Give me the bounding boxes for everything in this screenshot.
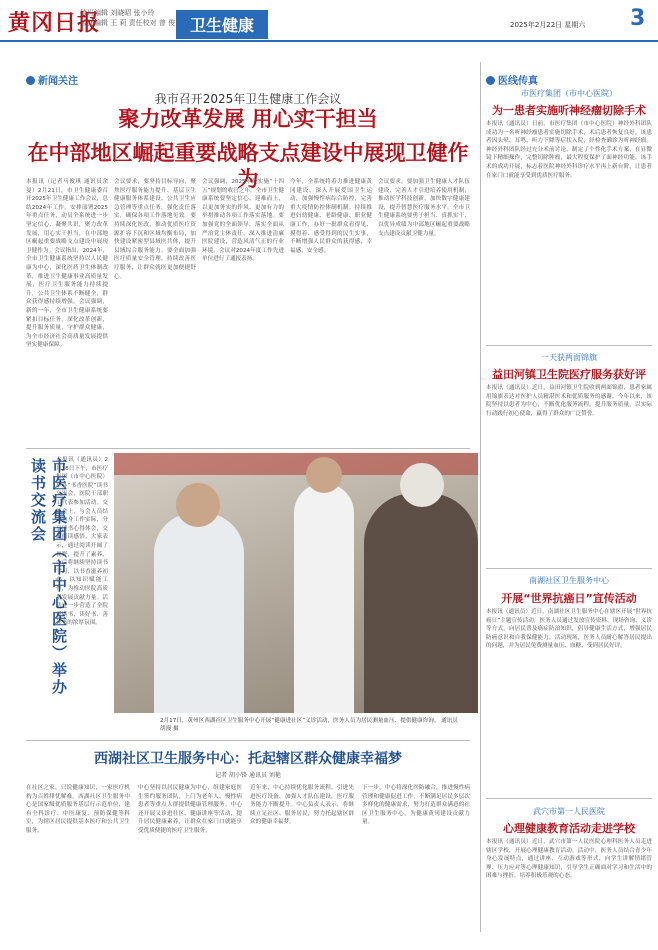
editor-line: 版面编辑 王 莉 责任校对 曾 俊 xyxy=(80,19,176,27)
section-divider xyxy=(486,345,652,346)
masthead xyxy=(0,0,658,40)
section-divider xyxy=(486,798,652,799)
photo-figure xyxy=(364,493,478,713)
news-photo xyxy=(114,453,478,713)
right-top-body: 本报讯（通讯员）日前，市医疗集团（市中心医院）神经外科团队成功为一名听神经瘤患者实施切除手术，术后患者恢复良好。该患者因头晕、耳鸣、听力下降等症状入院，经检查确诊为听神经瘤。神经外科团队经过充分术前讨论，制定了个性化手术方案，在显微镜下精细操作，完整切除肿瘤，最大程度保护了面神经功能。该手术的成功开展，标志着医院神经外科诊疗水平再上新台阶，让患者在家门口就能享受到优质医疗服务。 xyxy=(486,121,652,179)
bottom-col-3: 近年来，中心持续优化服务流程，引进先进医疗设备，加强人才队伍建设，医疗服务能力不断提升。中心负责人表示，将继续立足社区、服务居民，努力托起辖区群众的健康幸福梦。 xyxy=(250,785,354,826)
main-col-1: 本报讯（记者马俊琪 通讯员余曼）2月21日，市卫生健康委召开2025年卫生健康工作会议，总结2024年工作，安排部署2025年重点任务，动员全系统进一步坚定信心、凝聚共识，聚力改革发展，用心实干担当，在中部地区崛起重要战略支点建设中展现卫健作为。会议指出，2024年，全市卫生健康系统坚持以人民健康为中心，深化医药卫生体制改革，推进卫生健康事业高质量发展，医疗卫生服务能力持续提升，公共卫生体系不断健全，群众获得感持续增强。会议强调，新的一年，全市卫生健康系统要紧扣目标任务，深化改革创新，提升服务质量，守护群众健康，为全市经济社会高质量发展提供坚实健康保障。 xyxy=(26,179,108,349)
bottom-headline: 西湖社区卫生服务中心：托起辖区群众健康幸福梦 xyxy=(94,751,402,767)
right-lower-headline: 开展“世界抗癌日”宣传活动 xyxy=(501,592,637,605)
column-divider xyxy=(480,62,481,932)
right-top-kicker: 市医疗集团（市中心医院） xyxy=(521,89,617,98)
main-headline-line2: 在中部地区崛起重要战略支点建设中展现卫健作为 xyxy=(27,141,469,191)
news-tag xyxy=(486,72,538,87)
photo-caption: 2月17日，黄州区西湖社区卫生服务中心开展“健康进社区”义诊活动，医务人员为居民测量血压、提供健康咨询。 通讯员 胡漫 摄 xyxy=(160,718,458,732)
left-vertical-title: 市医疗集团（市中心医院）举办读书交流会 xyxy=(29,458,68,696)
section-divider xyxy=(26,740,470,741)
main-col-2: 会议要求，要坚持目标导向，聚焦医疗服务能力提升、基层卫生健康服务体系建设、公共卫生应急管理等重点任务，强化责任落实，确保各项工作落地见效。要持续深化医改，推动优质医疗资源扩容下沉和区域均衡布局，加快建设紧密型县域医共体，提升县域综合服务能力。要全面加强医疗质量安全管理，持续改善医疗服务，让群众就医更加便捷舒心。 xyxy=(114,179,196,280)
issue-date: 2025年2月22日 星期六 xyxy=(510,21,586,29)
bullet-icon xyxy=(486,76,495,85)
left-side-body: 本报讯（通讯员）2月18日下午，市医疗集团（市中心医院）举办“书香医院”读书交流会，医院干部职工代表参加活动。交流会上，与会人员结合自身工作实际，分享读书心得体会，交流阅读感悟。大家表示，通过阅读开阔了视野，提升了素养，今后将继续坚持读书学习，以书香滋养初心，以知识赋能工作，为推动医院高质量发展贡献力量。活动进一步营造了全院爱读书、读好书、善读书的浓厚氛围。 xyxy=(56,457,108,627)
bullet-icon xyxy=(26,76,35,85)
main-col-3: 会议强调，2025年是实施“十四五”规划的收官之年，全市卫生健康系统要坚定信心、迎难而上，以更加务实的作风、更加有力的举措推动各项工作落实落地。要加强党的全面领导，落实全面从严治党主体责任，深入推进清廉医院建设，营造风清气正的行业环境。会议对2024年度工作先进单位进行了通报表扬。 xyxy=(202,179,284,263)
main-kicker: 我市召开2025年卫生健康工作会议 xyxy=(154,92,342,106)
right-bottom-kicker: 武穴市第一人民医院 xyxy=(533,807,605,816)
photo-figure xyxy=(176,483,220,527)
right-mid-kicker: 一天获两面锦旗 xyxy=(541,353,597,362)
news-tag-label: 新闻关注 xyxy=(38,76,78,87)
editor-line: 值班编辑 刘晓昭 张小玲 xyxy=(80,9,155,17)
photo-figure xyxy=(400,463,444,507)
right-lower-kicker: 南湖社区卫生服务中心 xyxy=(529,576,609,585)
masthead-divider xyxy=(0,40,658,42)
news-tag xyxy=(26,72,78,87)
photo-figure xyxy=(306,457,342,493)
bottom-col-1: 在社区之家，只说健康知识，一家医疗机构为百姓排忧解难。西湖社区卫生服务中心是国家级优质服务基层行示范单位，建有全科诊疗、中医康复、预防保健等科室，为辖区居民提供基本医疗和公共卫生服务。 xyxy=(26,785,130,834)
bottom-byline: 记者 胡小锋 通讯员 刘艳 xyxy=(215,772,281,779)
photo-figure xyxy=(154,513,244,713)
photo-figure xyxy=(294,483,354,713)
right-mid-headline: 益田河镇卫生院医疗服务获好评 xyxy=(492,368,646,381)
right-top-headline: 为一患者实施听神经瘤切除手术 xyxy=(492,104,646,117)
right-bottom-headline: 心理健康教育活动走进学校 xyxy=(503,822,635,835)
right-bottom-body: 本报讯（通讯员）近日，武穴市第一人民医院心理科医务人员走进辖区学校，开展心理健康教育活动。活动中，医务人员结合青少年身心发展特点，通过讲座、互动游戏等形式，向学生讲解情绪管理、压力应对等心理健康知识，引导学生正确面对学习和生活中的困难与挫折，培养积极乐观的心态。 xyxy=(486,839,652,880)
page-number: 3 xyxy=(630,6,646,31)
section-divider xyxy=(486,568,652,569)
bottom-col-4: 下一步，中心将深化医防融合，推进慢性病管理和健康促进工作，不断满足居民多层次多样化的健康需求，努力打造群众满意的社区卫生服务中心，为健康黄冈建设贡献力量。 xyxy=(362,785,470,826)
bottom-col-2: 中心坚持以居民健康为中心，组建家庭医生签约服务团队，上门为老年人、慢性病患者等重点人群提供健康管理服务。中心还开展义诊进社区、健康讲座等活动，提升居民健康素养，让群众在家门口就能享受优质便捷的医疗卫生服务。 xyxy=(138,785,242,834)
section-title: 卫生健康 xyxy=(176,10,268,39)
main-col-5: 会议要求，要加强卫生健康人才队伍建设，完善人才引进培养使用机制，推动医学科技创新，加快数字健康建设，提升智慧医疗服务水平。全市卫生健康系统要勇于担当、真抓实干，以优异成绩为中部地区崛起重要战略支点建设贡献卫健力量。 xyxy=(378,179,470,237)
newspaper-logo: 黄冈日报 xyxy=(8,10,101,36)
right-lower-body: 本报讯（通讯员）近日，南湖社区卫生服务中心在辖区开展“世界抗癌日”主题宣传活动，医务人员通过发放宣传资料、现场咨询、义诊等方式，向居民普及癌症防治知识，倡导健康生活方式，增强居民防癌意识和自我保健能力。活动现场，医务人员耐心解答居民提出的问题，并为居民免费测量血压、血糖，受到居民好评。 xyxy=(486,609,652,650)
masthead-info xyxy=(80,8,175,28)
right-mid-body: 本报讯（通讯员）近日，益田河镇卫生院收到两面锦旗，患者家属用锦旗表达对医护人员精湛医术和优质服务的感谢。今年以来，该院坚持以患者为中心，不断优化服务流程，提升服务质量，以实际行动践行初心使命，赢得了群众的广泛赞誉。 xyxy=(486,385,652,417)
main-headline-line1: 聚力改革发展 用心实干担当 xyxy=(118,107,378,131)
news-tag-label: 医线传真 xyxy=(498,76,538,87)
main-col-4: 今年，全系统将着力推进健康黄冈建设，深入开展爱国卫生运动，加强慢性病综合防控，完善重大疫情防控体制机制。持续推进妇幼健康、老龄健康、职业健康工作，办好一批群众看得见、摸得着、感受得到的民生实事，不断增强人民群众的获得感、幸福感、安全感。 xyxy=(290,179,372,254)
section-divider xyxy=(26,448,470,449)
